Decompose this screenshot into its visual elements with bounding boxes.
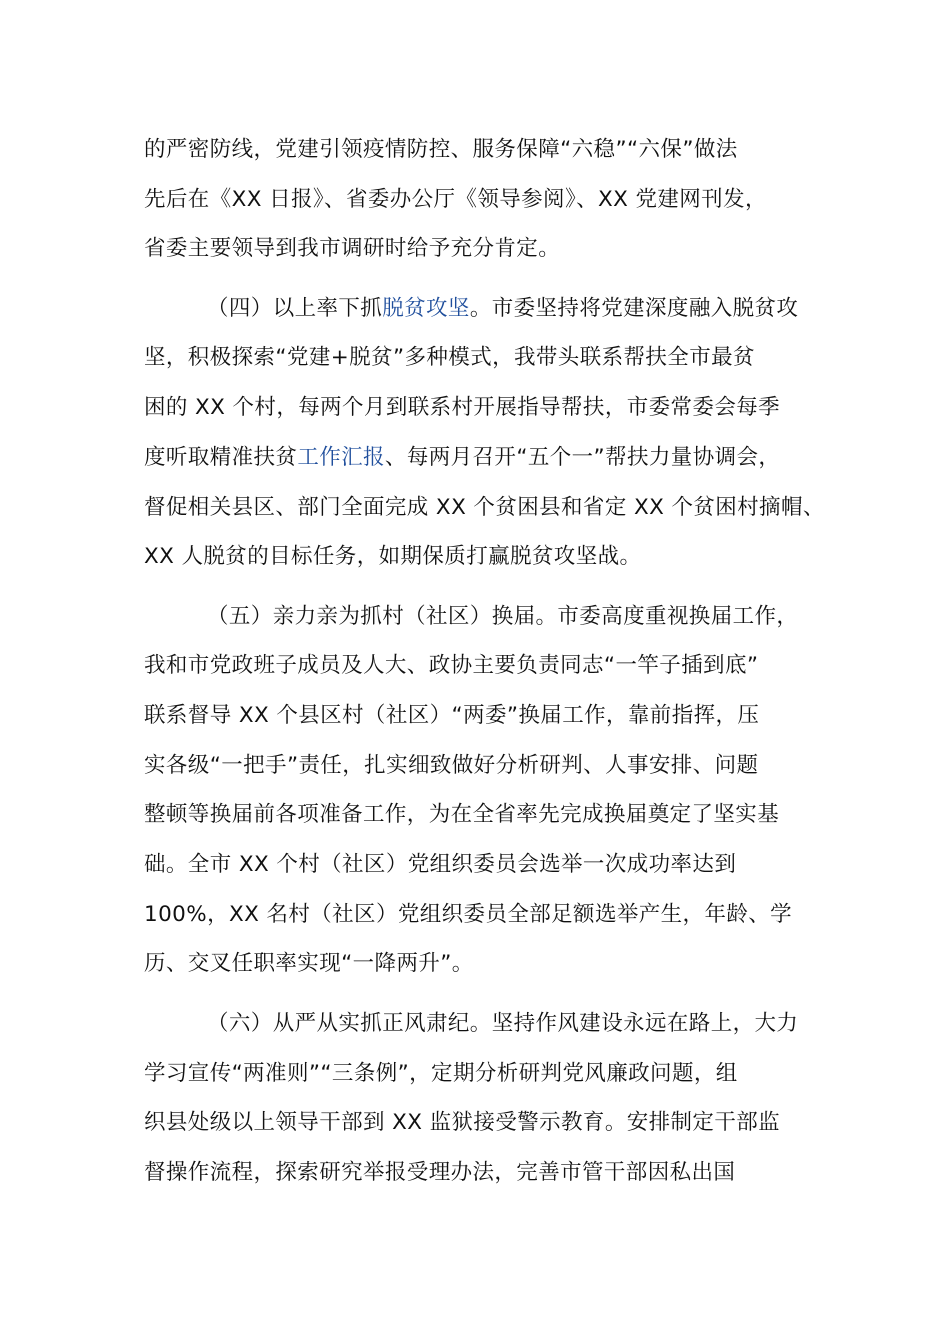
line-text: 、每两月召开“五个一”帮扶力量协调会，	[384, 445, 781, 470]
line-text: 。市委坚持将党建深度融入脱贫攻	[469, 296, 799, 321]
line-text: 督促相关县区、部门全面完成 XX 个贫困县和省定 XX 个贫困村摘帽、	[144, 495, 825, 520]
line-text: 的严密防线，党建引领疫情防控、服务保障“六稳”“六保”做法	[144, 137, 738, 162]
paragraph-line	[144, 900, 792, 930]
line-text: 实各级“一把手”责任，扎实细致做好分析研判、人事安排、问题	[144, 753, 759, 778]
line-text: 坚，积极探索“党建+脱贫”多种模式，我带头联系帮扶全市最贫	[144, 345, 755, 370]
paragraph-line	[144, 135, 738, 165]
line-text: 础。全市 XX 个村（社区）党组织委员会选举一次成功率达到	[144, 852, 737, 877]
line-text: 整顿等换届前各项准备工作，为在全省率先完成换届奠定了坚实基	[144, 802, 780, 827]
paragraph-line	[144, 800, 779, 830]
paragraph-line	[144, 1108, 780, 1138]
paragraph-line	[144, 850, 736, 880]
line-text: 我和市党政班子成员及人大、政协主要负责同志“一竿子插到底”	[144, 653, 759, 678]
line-text: 度听取精准扶贫	[144, 445, 298, 470]
line-text: （五）亲力亲为抓村（社区）换届。市委高度重视换届工作，	[207, 604, 799, 629]
poverty-alleviation-link[interactable]: 脱贫攻坚	[382, 296, 470, 321]
line-text: （四）以上率下抓	[207, 296, 383, 321]
paragraph-line	[144, 393, 780, 423]
paragraph-line	[144, 343, 755, 373]
paragraph-line	[144, 493, 825, 523]
paragraph-line	[144, 1059, 738, 1089]
work-report-link[interactable]: 工作汇报	[297, 445, 385, 470]
paragraph-line	[144, 949, 474, 979]
paragraph-line	[144, 701, 759, 731]
section-heading-line	[207, 294, 798, 324]
line-text: XX 人脱贫的目标任务，如期保质打赢脱贫攻坚战。	[144, 544, 642, 569]
line-text: 织县处级以上领导干部到 XX 监狱接受警示教育。安排制定干部监	[144, 1110, 781, 1135]
line-text: 省委主要领导到我市调研时给予充分肯定。	[144, 236, 561, 261]
section-heading-line	[207, 1009, 798, 1039]
line-text: 联系督导 XX 个县区村（社区）“两委”换届工作，靠前指挥，压	[144, 703, 760, 728]
line-text: 历、交叉任职率实现“一降两升”。	[144, 951, 474, 976]
paragraph-line	[144, 185, 767, 215]
paragraph-line	[144, 1158, 735, 1188]
line-text: 困的 XX 个村，每两个月到联系村开展指导帮扶，市委常委会每季	[144, 395, 781, 420]
section-heading-line	[207, 602, 798, 632]
paragraph-line	[144, 651, 758, 681]
paragraph-line	[144, 542, 641, 572]
paragraph-line	[144, 751, 758, 781]
line-text: 学习宣传“两准则”“三条例”，定期分析研判党风廉政问题，组	[144, 1061, 738, 1086]
paragraph-line	[144, 234, 560, 264]
line-text: 100%，XX 名村（社区）党组织委员全部足额选举产生，年龄、学	[144, 902, 793, 927]
line-text: 督操作流程，探索研究举报受理办法，完善市管干部因私出国	[144, 1160, 736, 1185]
line-text: 先后在《XX 日报》、省委办公厅《领导参阅》、XX 党建网刊发，	[144, 187, 767, 212]
paragraph-line	[144, 443, 780, 473]
line-text: （六）从严从实抓正风肃纪。坚持作风建设永远在路上，大力	[207, 1011, 799, 1036]
